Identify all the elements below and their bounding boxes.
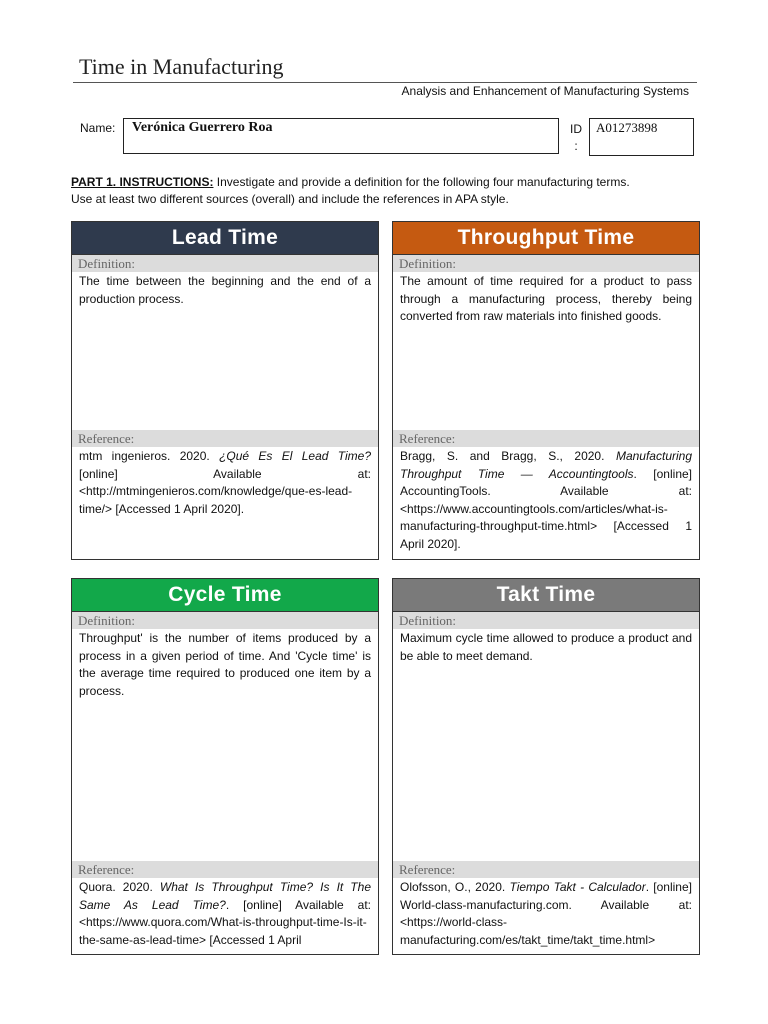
reference-source: . [online] AccountingTools. Available at: <https://www.accountingtools.com/articles/what-is-manufacturing-throughput-time.html> [Accessed 1 April 2020]. <box>400 466 692 551</box>
reference-label: Reference: <box>393 861 699 878</box>
throughput-time-card <box>392 221 700 560</box>
card-title: Throughput Time <box>393 222 699 255</box>
definition-label: Definition: <box>72 255 378 272</box>
definition-label: Definition: <box>393 255 699 272</box>
id-label-text: ID <box>570 122 582 136</box>
card-title: Takt Time <box>393 579 699 612</box>
reference-source: [online] Available at: <http://mtmingenieros.com/knowledge/que-es-lead-time/> [Accessed 1 April 2020]. <box>79 466 371 516</box>
name-label: Name: <box>80 121 116 135</box>
takt-time-card <box>392 578 700 955</box>
definition-text: Maximum cycle time allowed to produce a product and be able to meet demand. <box>400 631 692 663</box>
course-subtitle: Analysis and Enhancement of Manufacturing Systems <box>401 84 689 98</box>
definition-text: The time between the beginning and the end of a production process. <box>79 274 371 306</box>
instructions-text-1: Investigate and provide a definition for the following four manufacturing terms. <box>213 175 630 189</box>
definition-label: Definition: <box>72 612 378 629</box>
reference-label: Reference: <box>72 861 378 878</box>
reference-author: Bragg, S. and Bragg, S., 2020. <box>400 449 616 463</box>
reference-title: Manufacturing Throughput Time — Accountingtools <box>400 449 692 481</box>
reference-text <box>393 447 699 553</box>
reference-author: Olofsson, O., 2020. <box>400 880 510 894</box>
reference-title: What Is Throughput Time? Is It The Same As Lead Time? <box>79 880 371 912</box>
reference-text <box>393 878 699 954</box>
reference-title: Tiempo Takt - Calculador <box>509 880 646 894</box>
cycle-time-card <box>71 578 379 955</box>
reference-source: . [online] Available at: <https://www.quora.com/What-is-throughput-time-Is-it-the-same-as-lead-time> [Accessed 1 April <box>79 897 371 947</box>
page-title: Time in Manufacturing <box>79 54 284 79</box>
instructions-text-2: Use at least two different sources (overall) and include the references in APA style. <box>71 192 509 206</box>
reference-author: Quora. 2020. <box>79 880 160 894</box>
reference-title: ¿Qué Es El Lead Time? <box>219 449 372 463</box>
definition-text: Throughput' is the number of items produced by a process in a given period of time. And 'Cycle time' is the average time required to produced one item by a process. <box>79 631 371 698</box>
lead-time-card <box>71 221 379 560</box>
definition-label: Definition: <box>393 612 699 629</box>
card-title: Cycle Time <box>72 579 378 612</box>
reference-text <box>72 447 378 518</box>
reference-source: . [online] World-class-manufacturing.com. Available at: <https://world-class-manufacturing.com/es/takt_time/takt_time.html> <box>400 880 692 947</box>
id-field[interactable]: A01273898 <box>589 118 694 156</box>
id-label-colon: : <box>574 139 578 153</box>
reference-label: Reference: <box>393 430 699 447</box>
instructions-lead: PART 1. INSTRUCTIONS: <box>71 175 214 189</box>
card-title: Lead Time <box>72 222 378 255</box>
title-rule <box>73 82 697 83</box>
reference-text <box>72 878 378 954</box>
definition-text: The amount of time required for a product to pass through a manufacturing process, thereby being converted from raw materials into finished goods. <box>400 274 692 323</box>
name-field[interactable]: Verónica Guerrero Roa <box>123 118 559 154</box>
instructions <box>71 174 691 208</box>
id-label <box>569 121 583 155</box>
reference-label: Reference: <box>72 430 378 447</box>
reference-author: mtm ingenieros. 2020. <box>79 449 220 463</box>
